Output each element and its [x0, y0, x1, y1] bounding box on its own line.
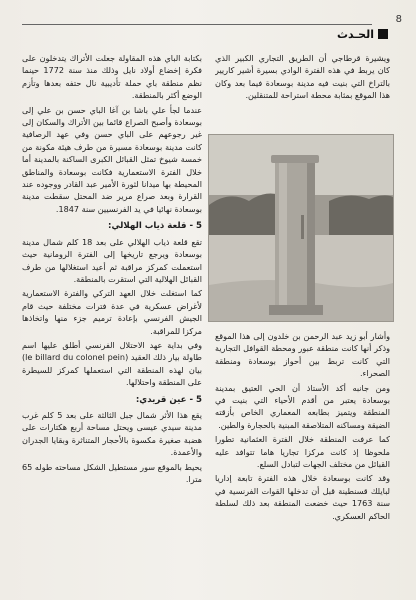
article-left	[22, 52, 202, 595]
page-number: 8	[395, 14, 402, 25]
paragraph: ويشيرة قرطاجي أن الطريق التجاري الكبير الذي كان يربط في هذه الفترة الوادي بسيرة أشير كاريير بالتراخ التي بنيت فيه مدينة بوسعادة فيما بعد وكان هذا الموقع بمثابة محطة استراحة للمتنقلين.	[215, 53, 390, 101]
paragraph: وقد كانت بوسعادة خلال هذه الفترة تابعة إداريا لبايلك قسنطينة قبل أن تدخلها القوات الفرنسية في سنة 1763 حيث خضعت المنطقة بعد ذلك لسلطة الحاكم العسكري.	[215, 473, 390, 521]
paragraph: يقع هذا الأثر شمال جبل الثالثة على بعد 5 كلم غرب مدينة سيدي عيسى ويحتل مساحة أربع هكتارات على هضبة صغيرة مكسوة بالأحجار المتناثرة وبقايا الجدران والأعمدة.	[22, 409, 202, 458]
section-marker-icon	[378, 29, 388, 39]
paragraph: وأشار أبو زيد عبد الرحمن بن خلدون إلى هذا الموقع وذكر أنها كانت منطقة عبور ومحطة القوافل التجارية التي كانت تربط بين أحواز بوسعادة ومنطقة الصحراء.	[215, 331, 390, 379]
paragraph: وفي بداية عهد الاحتلال الفرنسي أطلق عليها اسم طاولة بيار ذلك العقيد (le billard du colonel pein) بيان لهذه المنطقة التي استعملها كمركز للسيطرة على المنطقة واحتلالها.	[22, 339, 202, 388]
article-right-top	[215, 52, 390, 128]
paragraph: كما استغلت خلال العهد التركي والفترة الاستعمارية لأغراض عسكرية في عدة فترات مختلفة حيث قام الجيش الفرنسي بإعادة ترميم جزء منها واتخاذها مركزا للمراقبة.	[22, 288, 202, 336]
paragraph: ومن جانبه أكد الأستاذ أن الحي العتيق بمدينة بوسعادة يعتبر من أقدم الأحياء التي بنيت في المنطقة ويتميز بطابعه المعماري الخاص بأزقته الضيقة ومساكنه المتلاصقة المبنية بالحجارة والطين.	[215, 382, 390, 430]
subheading-qalaa-dhiab: 5 - قلعة ذياب الهلالي:	[108, 221, 202, 232]
article-right-bottom	[215, 330, 390, 595]
paragraph: بكتابة الباي هذه المقاولة جعلت الأتراك يتدخلون على فكرة إخضاع أولاد نايل وذلك منذ سنة 1772 حينما نظم منطقة باي حملة تأديبية نال حتفه بعدها وتأزم الوضع أكثر بالمنطقة.	[22, 53, 202, 101]
paragraph: عندما لجأ علي باشا بن آغا الباي حسن بن علي إلى بوسعادة وأصبح الصراع قائما بين الأتراك والسكان إلى غير رجوعهم على الباي حسن وفي عهد الرصافية كانت مدينة بوسعادة مسيرة من طرف هيئة مكونة من خمسة شيوخ تمثل القبائل الكبرى الساكنة بالمدينة أما خلال الفترة الاستعمارية فكانت بوسعادة والمناطق المحيطة بها ميدانا لثورة الأمير عبد القادر ووجوده عند القرارة وبعد صراع مرير ضد المحتل سقطت مدينة بوسعادة نهائيا في يد الفرنسيين سنة 1847.	[22, 104, 202, 214]
section-title: الحـدث	[337, 28, 374, 41]
subheading-ain-qridi: 5 - عين قريدي:	[135, 394, 202, 405]
paragraph: يحيط بالموقع سور مستطيل الشكل مساحته طوله 65 مترا.	[22, 461, 202, 484]
photo-ancient-column	[208, 134, 394, 322]
header-rule	[22, 24, 372, 25]
paragraph: تقع قلعة ذياب الهلالي على بعد 18 كلم شمال مدينة بوسعادة ويرجع تاريخها إلى الفترة الرومانية حيث استعملت كمركز مراقبة ثم أعيد استغلالها من طرف القبائل الهلالية التي استقرت بالمنطقة.	[22, 236, 202, 284]
paragraph: كما عرفت المنطقة خلال الفترة العثمانية تطورا ملحوظا إذ كانت مركزا تجاريا هاما تتوافد عليه القبائل من مختلف الجهات لتبادل السلع.	[215, 434, 390, 470]
